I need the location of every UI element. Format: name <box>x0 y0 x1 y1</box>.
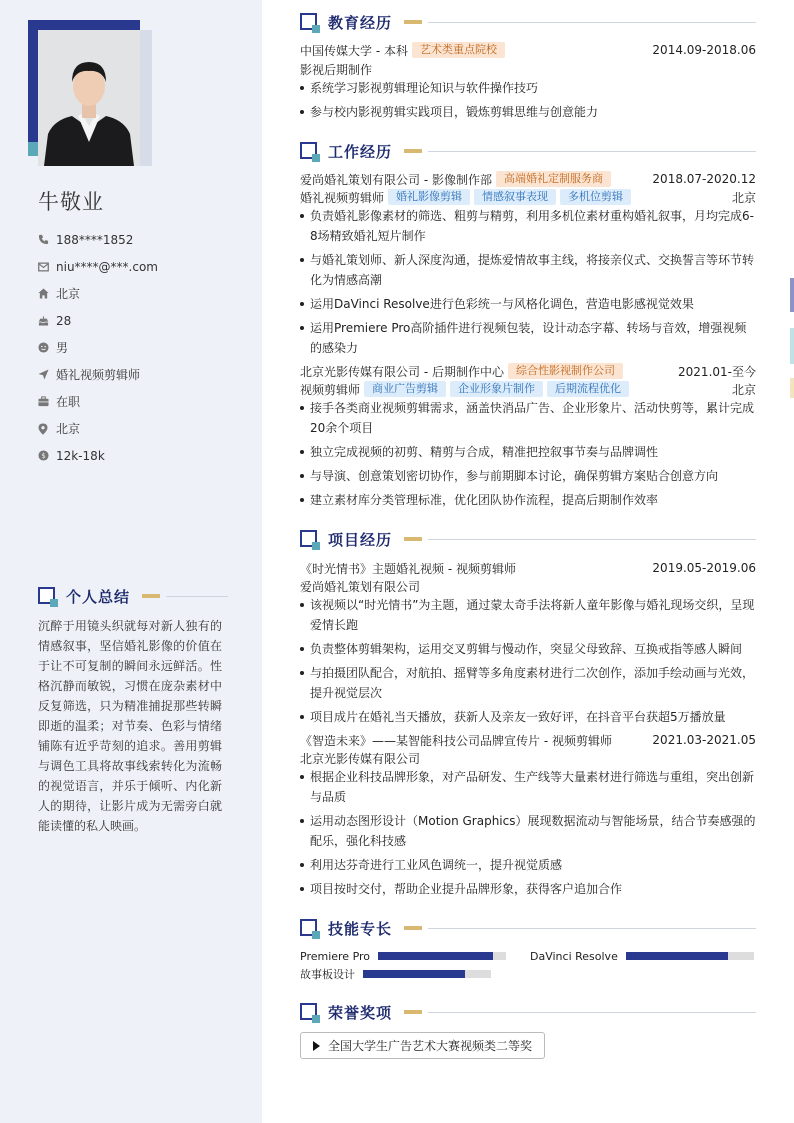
money-icon <box>38 450 56 461</box>
basic-info-list <box>38 226 248 469</box>
age-value: 28 <box>56 313 72 328</box>
section-accent-bar <box>404 537 422 541</box>
job-period: 2018.07-2020.12 <box>652 172 756 186</box>
send-icon <box>38 369 56 380</box>
section-square-icon <box>300 919 318 937</box>
education-section-header <box>300 11 756 33</box>
info-target-city <box>38 415 248 442</box>
major-name: 影视后期制作 <box>300 62 373 77</box>
avatar <box>38 30 140 166</box>
edge-accent-mark <box>790 278 794 312</box>
status-value: 在职 <box>56 395 81 409</box>
section-accent-bar <box>404 926 422 930</box>
project-header <box>300 731 756 749</box>
job-bullet: 与婚礼策划师、新人深度沟通，提炼爱情故事主线，将接亲仪式、交换誓言等环节转化为情感高潮 <box>300 250 756 290</box>
gender-value: 男 <box>56 341 69 355</box>
job-header <box>300 362 756 380</box>
play-triangle-icon <box>313 1041 320 1051</box>
skill-item <box>300 948 506 964</box>
skill-tag: 多机位剪辑 <box>560 189 631 205</box>
skill-bar-track <box>363 970 491 978</box>
job-role: 视频剪辑师 <box>300 382 361 397</box>
award-badge <box>300 1032 545 1059</box>
profile-photo-frame <box>28 20 152 166</box>
location-pin-icon <box>38 423 56 435</box>
section-square-icon <box>38 587 56 605</box>
section-accent-bar <box>404 20 422 24</box>
home-icon <box>38 288 56 299</box>
skill-tag: 婚礼影像剪辑 <box>388 189 470 205</box>
project-period: 2019.05-2019.06 <box>652 561 756 575</box>
skill-name: 故事板设计 <box>300 968 355 981</box>
company-tag: 综合性影视制作公司 <box>508 363 623 379</box>
project-bullet: 与拍摄团队配合，对航拍、摇臂等多角度素材进行二次创作，添加手绘动画与光效，提升视觉层次 <box>300 663 756 703</box>
svg-text:$: $ <box>41 451 46 460</box>
skill-item <box>300 966 491 982</box>
edge-accent-mark <box>790 378 794 398</box>
info-salary <box>38 442 248 469</box>
project-bullet: 项目成片在婚礼当天播放，获新人及亲友一致好评，在抖音平台获超5万播放量 <box>300 707 756 727</box>
candidate-name: 牛敬业 <box>38 190 104 214</box>
skill-tag: 后期流程优化 <box>547 381 629 397</box>
section-accent-bar <box>404 149 422 153</box>
skill-bar-fill <box>363 970 465 978</box>
skill-tag: 情感叙事表现 <box>474 189 556 205</box>
project-bullet: 根据企业科技品牌形象，对产品研发、生产线等大量素材进行筛选与重组，突出创新与品质 <box>300 767 756 807</box>
project-bullet: 项目按时交付，帮助企业提升品牌形象，获得客户追加合作 <box>300 879 756 899</box>
job-company: 爱尚婚礼策划有限公司 - 影像制作部 <box>300 172 492 187</box>
project-org-row <box>300 749 756 767</box>
job-bullet: 独立完成视频的初剪、精剪与合成，精准把控叙事节奏与品牌调性 <box>300 442 756 462</box>
cake-icon <box>38 315 56 326</box>
phone-value: 188****1852 <box>56 232 134 247</box>
sidebar <box>0 0 262 1123</box>
info-email <box>38 253 248 280</box>
job-city: 北京 <box>731 190 756 205</box>
job-city: 北京 <box>731 382 756 397</box>
education-major-row <box>300 60 756 78</box>
skill-name: DaVinci Resolve <box>530 949 618 963</box>
project-bullet: 利用达芬奇进行工业风色调统一，提升视觉质感 <box>300 855 756 875</box>
section-divider-line <box>428 151 756 152</box>
work-section-header <box>300 140 756 162</box>
job-role-row <box>300 380 756 398</box>
section-square-icon <box>300 142 318 160</box>
education-section-title: 教育经历 <box>328 13 393 32</box>
project-org: 爱尚婚礼策划有限公司 <box>300 579 421 594</box>
skill-item <box>530 948 754 964</box>
section-accent-bar <box>142 594 160 598</box>
info-residence <box>38 280 248 307</box>
salary-value: 12k-18k <box>56 448 105 463</box>
job-bullet: 负责婚礼影像素材的筛选、粗剪与精剪，利用多机位素材重构婚礼叙事，月均完成6-8场精致婚礼短片制作 <box>300 206 756 246</box>
education-entry-header <box>300 41 756 59</box>
job-role-row <box>300 188 756 206</box>
project-org: 北京光影传媒有限公司 <box>300 751 421 766</box>
job-bullet: 建立素材库分类管理标准，优化团队协作流程，提高后期制作效率 <box>300 490 756 510</box>
skill-bar-track <box>378 952 506 960</box>
school-name: 中国传媒大学 - 本科 <box>300 43 408 58</box>
info-phone <box>38 226 248 253</box>
project-period: 2021.03-2021.05 <box>652 733 756 747</box>
projects-section-title: 项目经历 <box>328 530 393 549</box>
section-square-icon <box>300 530 318 548</box>
skill-bar-fill <box>626 952 728 960</box>
email-value: niu****@***.com <box>56 259 158 274</box>
project-name: 《时光情书》主题婚礼视频 - 视频剪辑师 <box>300 561 516 576</box>
projects-section-header <box>300 528 756 550</box>
job-bullet: 运用Premiere Pro高阶插件进行视频包装，设计动态字幕、转场与音效，增强视频的感染力 <box>300 318 756 358</box>
school-tag: 艺术类重点院校 <box>412 42 505 58</box>
job-role: 婚礼视频剪辑师 <box>300 190 385 205</box>
skills-section-title: 技能专长 <box>328 919 393 938</box>
job-company: 北京光影传媒有限公司 - 后期制作中心 <box>300 364 504 379</box>
skill-name: Premiere Pro <box>300 949 371 963</box>
phone-icon <box>38 234 56 245</box>
skill-bar-track <box>626 952 754 960</box>
info-gender <box>38 334 248 361</box>
info-target-position <box>38 361 248 388</box>
section-divider-line <box>428 928 756 929</box>
skills-section-header <box>300 917 756 939</box>
skill-bar-fill <box>378 952 493 960</box>
summary-section-title: 个人总结 <box>66 587 131 606</box>
target-position-value: 婚礼视频剪辑师 <box>56 368 141 382</box>
section-divider-line <box>428 539 756 540</box>
job-bullet: 接手各类商业视频剪辑需求，涵盖快消品广告、企业形象片、活动快剪等，累计完成20余个项目 <box>300 398 756 438</box>
skill-tag: 企业形象片制作 <box>450 381 543 397</box>
project-bullet: 运用动态图形设计（Motion Graphics）展现数据流动与智能场景，结合节奏感强的配乐，强化科技感 <box>300 811 756 851</box>
honors-section-title: 荣誉奖项 <box>328 1003 393 1022</box>
section-square-icon <box>300 1003 318 1021</box>
education-bullet: 系统学习影视剪辑理论知识与软件操作技巧 <box>300 78 756 98</box>
project-bullet: 该视频以“时光情书”为主题，通过蒙太奇手法将新人童年影像与婚礼现场交织，呈现爱情长跑 <box>300 595 756 635</box>
job-bullet: 与导演、创意策划密切协作，参与前期脚本讨论，确保剪辑方案贴合创意方向 <box>300 466 756 486</box>
project-org-row <box>300 577 756 595</box>
info-age <box>38 307 248 334</box>
education-bullet: 参与校内影视剪辑实践项目，锻炼剪辑思维与创意能力 <box>300 102 756 122</box>
mail-icon <box>38 262 56 272</box>
project-bullet: 负责整体剪辑架构，运用交叉剪辑与慢动作，突显父母致辞、互换戒指等感人瞬间 <box>300 639 756 659</box>
company-tag: 高端婚礼定制服务商 <box>496 171 611 187</box>
honors-section-header <box>300 1001 756 1023</box>
job-bullet: 运用DaVinci Resolve进行色彩统一与风格化调色，营造电影感视觉效果 <box>300 294 756 314</box>
job-period: 2021.01-至今 <box>678 364 756 379</box>
edge-accent-mark <box>790 328 794 364</box>
residence-value: 北京 <box>56 287 81 301</box>
user-face-icon <box>38 342 56 353</box>
section-accent-bar <box>404 1010 422 1014</box>
education-period: 2014.09-2018.06 <box>652 43 756 57</box>
target-city-value: 北京 <box>56 422 81 436</box>
project-header <box>300 559 756 577</box>
info-status <box>38 388 248 415</box>
section-divider-line <box>428 1012 756 1013</box>
work-section-title: 工作经历 <box>328 142 393 161</box>
section-divider-line <box>428 22 756 23</box>
briefcase-icon <box>38 396 56 407</box>
section-divider-line <box>166 596 228 597</box>
skill-tag: 商业广告剪辑 <box>364 381 446 397</box>
award-text: 全国大学生广告艺术大赛视频类二等奖 <box>328 1039 533 1053</box>
section-square-icon <box>300 13 318 31</box>
job-header <box>300 170 756 188</box>
summary-section-header <box>38 585 228 607</box>
summary-text: 沉醉于用镜头织就每对新人独有的情感叙事，坚信婚礼影像的价值在于让不可复制的瞬间永远鲜活。性格沉静而敏锐，习惯在庞杂素材中反复筛选，只为精准捕捉那些转瞬即逝的温柔；对节奏、色彩与情绪铺陈有近乎苛刻的追求。善用剪辑与调色工具将故事线索转化为流畅的视觉语言，并乐于倾听、内化新人的期待，让影片成为无需旁白就能读懂的私人映画。 <box>38 619 222 833</box>
project-name: 《智造未来》——某智能科技公司品牌宣传片 - 视频剪辑师 <box>300 733 612 748</box>
